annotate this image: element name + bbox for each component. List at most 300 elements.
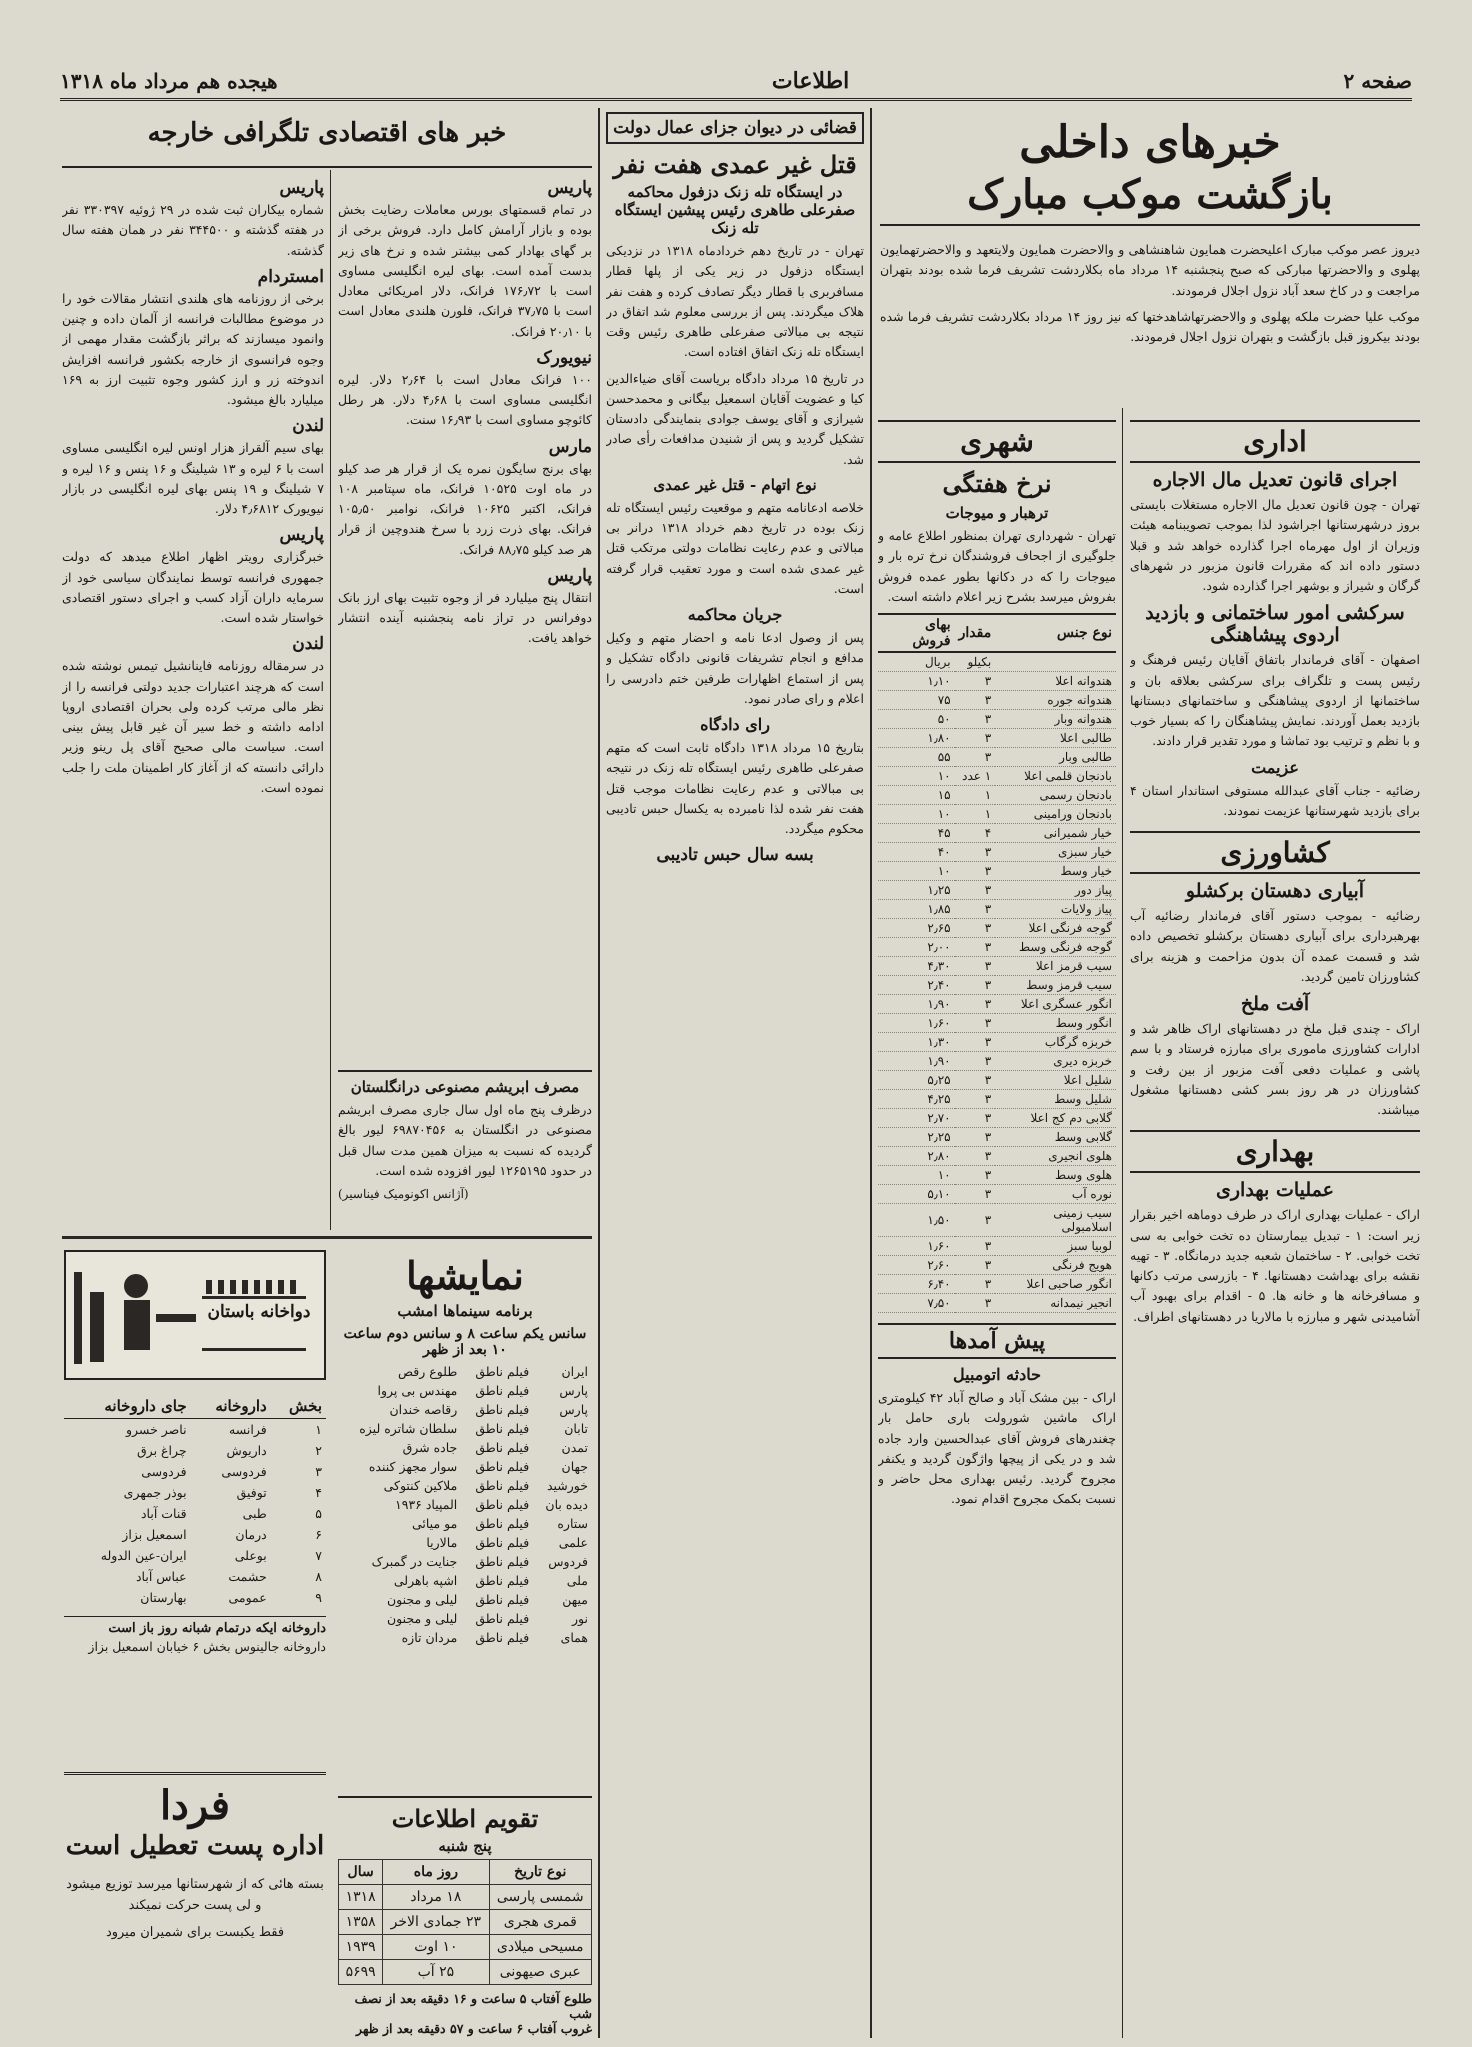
arrivals-body: اراک - بین مشک آباد و صالح آباد ۴۲ کیلومتری اراک ماشین شورولت باری حامل بار چغندرهای فروش آقای عبدالحسین وارد جاده شد و در یکی از پیچها واژگون گردید و یکنفر مجروح گردید. رئیس بهداری محل حاضر و نسبت بکمک مجروح اقدام نمود. — [878, 1390, 1116, 1507]
calendar-title: تقویم اطلاعات — [391, 1804, 539, 1833]
price-value: ۱٫۹۰ — [878, 1052, 955, 1071]
price-row — [878, 1128, 1116, 1147]
pharmacy-name: داریوش — [226, 1443, 267, 1458]
cinema-row — [338, 1571, 592, 1590]
price-qty: ۳ — [955, 1052, 996, 1071]
cinema-row — [338, 1609, 592, 1628]
post-office-notice — [64, 1772, 326, 2039]
price-row — [878, 1204, 1116, 1237]
price-qty: ۳ — [955, 1294, 996, 1313]
page-header — [60, 64, 1412, 101]
price-item: لوبیا سبز — [995, 1237, 1116, 1256]
price-qty: ۳ — [955, 1185, 996, 1204]
pharmacy-place: اسمعیل بزاز — [122, 1527, 187, 1542]
price-item: سیب قرمز وسط — [995, 976, 1116, 995]
cinema-name: نور — [572, 1610, 588, 1626]
cinema-row — [338, 1533, 592, 1552]
price-row — [878, 900, 1116, 919]
pharmacy-name: فردوسی — [221, 1464, 267, 1479]
decision-body: بتاریخ ۱۵ مرداد ۱۳۱۸ دادگاه ثابت است که متهم صفرعلی طاهری رئیس ایستگاه تله زنک در نتیجه بی مبالاتی و عدم رعایت نظامات موجب قتل هفت نفر شده لذا نامبرده به یکسال حبس تادیبی محکوم میگردد. — [606, 740, 864, 837]
cinema-type: فیلم ناطق — [475, 1496, 530, 1512]
price-value: ۱٫۲۵ — [878, 881, 955, 900]
price-item: هندوانه وبار — [995, 710, 1116, 729]
calendar-box — [338, 1796, 592, 2038]
price-qty: ۳ — [955, 995, 996, 1014]
price-item: شلیل اعلا — [995, 1071, 1116, 1090]
price-row — [878, 805, 1116, 824]
column-rule — [870, 108, 872, 2038]
price-value: ۵۰ — [878, 710, 955, 729]
sunrise: طلوع آفتاب ۵ ساعت و ۱۶ دقیقه بعد از نصف شب — [354, 1991, 592, 2022]
cinema-film: مالاریا — [426, 1534, 458, 1550]
pharmacy-district: ۹ — [315, 1590, 322, 1605]
paris-body: انتقال پنج میلیارد فر از وجوه تثبیت بهای ارز بانک دوفرانس در تراز نامه پنجشنبه آینده انتشار خواهد یافت. — [338, 589, 592, 646]
price-row — [878, 1109, 1116, 1128]
cinema-film: مردان تازه — [401, 1629, 458, 1645]
price-item: پیاز ولایات — [995, 900, 1116, 919]
pharm-col-district: بخش — [271, 1394, 326, 1419]
pharmacy-place: بوذر جمهری — [123, 1485, 187, 1500]
calendar-day: ۲۵ آب — [383, 1960, 489, 1985]
price-qty: ۳ — [955, 900, 996, 919]
calendar-row — [339, 1910, 592, 1935]
calendar-row — [339, 1885, 592, 1910]
price-value: ۱٫۳۰ — [878, 1033, 955, 1052]
cinema-name: جهان — [561, 1458, 588, 1474]
cinema-name: خورشید — [546, 1477, 588, 1493]
dateline-mars: مارس — [548, 436, 592, 457]
price-item: هویج فرنگی — [995, 1256, 1116, 1275]
pharmacy-table — [64, 1394, 326, 1608]
price-row — [878, 1014, 1116, 1033]
agri-section-head: کشاورزی — [1130, 831, 1420, 874]
notice-body-2: فقط یکبست برای شمیران میرود — [105, 1925, 285, 1941]
appoint-body: رضائیه - جناب آقای عبدالله مستوفی استاندار استان ۴ برای بازدید شهرستانها عزیمت نمودند. — [1130, 782, 1420, 818]
pharmacy-note-2: داروخانه جالینوس بخش ۶ خیابان اسمعیل بزاز — [88, 1639, 326, 1654]
health-body: اراک - عملیات بهداری اراک در طرف دوماهه اخیر بقرار زیر است: ۱ - تبدیل بیمارستان ده تخت خوابی به سی تخت خوابی. ۲ - ساختمان شعبه جدید درمانگاه. ۳ - تهیه نقشه برای بهداشت دهستانها. ۴ - بازرسی مرتب دکانها و مسافرخانه ها و خانه ها. ۵ - اقدام برای بهبود آب آشامیدنی شهر و مبارزه با مالاریا در دهستانهای اطراف. — [1130, 1207, 1420, 1324]
health-title: عملیات بهداری — [1216, 1179, 1334, 1202]
price-qty: ۳ — [955, 691, 996, 710]
agri-title: آبیاری دهستان برکشلو — [1185, 880, 1365, 902]
price-value: ۱٫۸۵ — [878, 900, 955, 919]
price-value: ۴۵ — [878, 824, 955, 843]
shows-times: سانس یکم ساعت ۸ و سانس دوم ساعت ۱۰ بعد از ظهر — [343, 1325, 587, 1358]
cinema-type: فیلم ناطق — [475, 1553, 530, 1569]
price-item: خیار شمیرانی — [995, 824, 1116, 843]
price-qty: ۳ — [955, 1033, 996, 1052]
price-row — [878, 1275, 1116, 1294]
calendar-type: شمسی پارسی — [489, 1885, 592, 1910]
cinema-type: فیلم ناطق — [475, 1534, 530, 1550]
prices-subtitle: ترهبار و میوجات — [945, 504, 1049, 522]
cinema-film: مو میائی — [411, 1515, 458, 1531]
price-item: خربزه دیری — [995, 1052, 1116, 1071]
cinema-name: همای — [560, 1629, 588, 1645]
price-item: سیب قرمز اعلا — [995, 957, 1116, 976]
price-item: خربزه گرگاب — [995, 1033, 1116, 1052]
price-value: ۲٫۷۰ — [878, 1109, 955, 1128]
price-qty: ۳ — [955, 1109, 996, 1128]
price-row — [878, 1090, 1116, 1109]
pharm-col-name: داروخانه — [191, 1394, 271, 1419]
pest-body: اراک - چندی قبل ملخ در دهستانهای اراک ظاهر شد و ادارات کشاورزی ماموری برای مبارزه فرستاد و با سم پاشی و عملیات دفعی آفت مزبور از بین رفت و کشاورزان در هر روز بسر کشی دهستانها مشغول میباشند. — [1130, 1021, 1420, 1117]
price-qty: ۳ — [955, 1237, 996, 1256]
cinema-film: جنایت در گمبرک — [371, 1553, 458, 1569]
cinema-listings — [338, 1250, 592, 1790]
cinema-film: سوار مجهز کننده — [368, 1458, 458, 1474]
cinema-row — [338, 1628, 592, 1647]
dateline-london: لندن — [292, 634, 324, 655]
issue-date: هیجده هم مرداد ماه ۱۳۱۸ — [60, 69, 278, 93]
cal-col-day: روز ماه — [383, 1860, 489, 1885]
calendar-type: عبری صیهونی — [489, 1960, 592, 1985]
amsterdam-body: برخی از روزنامه های هلندی انتشار مقالات خود را در موضوع مطالبات فرانسه از آلمان داده و چنین وانمود میسازند که براثر بازگشت مقدار مهمی از وجوه فرانسوی از خارجه بکشور فرانسه افزایش اندوخته زر و ارز کشور وجوه تثبیت ارز به ۱۶۹ میلیارد بالغ میشود. — [62, 290, 324, 407]
city-column — [878, 410, 1116, 2030]
price-item: گوجه فرنگی اعلا — [995, 919, 1116, 938]
price-value: ۶٫۴۰ — [878, 1275, 955, 1294]
cal-col-type: نوع تاریخ — [489, 1860, 592, 1885]
econ-header — [62, 112, 592, 168]
price-item: طالبی وبار — [995, 748, 1116, 767]
pharmacy-place: بهارستان — [140, 1590, 187, 1605]
price-qty: ۳ — [955, 1128, 996, 1147]
pharmacy-row — [64, 1524, 326, 1545]
cinema-name: ایران — [561, 1363, 588, 1379]
cinema-film: جاده شرق — [402, 1439, 458, 1455]
price-value: ۲٫۶۵ — [878, 919, 955, 938]
price-value: ۱۰ — [878, 1166, 955, 1185]
calendar-year: ۵۶۹۹ — [339, 1960, 383, 1985]
pharmacy-district: ۲ — [315, 1443, 322, 1458]
price-item: طالبی اعلا — [995, 729, 1116, 748]
pharmacy-row — [64, 1440, 326, 1461]
court-body: تهران - در تاریخ دهم خردادماه ۱۳۱۸ در نزدیکی ایستگاه دزفول در زیر یکی از پلها قطار مسافربری با قطار دیگر تصادف کرده و هفت نفر هلاک میگردند. پس از بررسی معلوم شد اتفاق در نتیجه بی مبالاتی صفرعلی طاهری رئیس وقت ایستگاه تله زنک اتفاق افتاده است. — [606, 243, 864, 360]
price-value: ۱٫۶۰ — [878, 1237, 955, 1256]
cinema-name: پارس — [559, 1382, 588, 1398]
price-item: بادنجان قلمی اعلا — [995, 767, 1116, 786]
pharmacy-district: ۵ — [315, 1506, 322, 1521]
health-section-head: بهداری — [1130, 1130, 1420, 1173]
price-row — [878, 824, 1116, 843]
price-qty: ۳ — [955, 1166, 996, 1185]
domestic-news-top — [880, 108, 1420, 408]
cinema-film: سلطان شاتره لیزه — [359, 1420, 458, 1436]
price-value: ۱۰ — [878, 805, 955, 824]
price-qty: ۳ — [955, 1071, 996, 1090]
cinema-name: دیده بان — [545, 1496, 588, 1512]
calendar-day: پنج شنبه — [438, 1837, 492, 1856]
price-unit: بریال — [878, 652, 955, 672]
admin-title: اجرای قانون تعدیل مال الاجاره — [1152, 469, 1398, 491]
price-qty: ۳ — [955, 862, 996, 881]
price-row — [878, 938, 1116, 957]
cinema-type: فیلم ناطق — [475, 1458, 530, 1474]
verdict-title: نوع اتهام - قتل غیر عمدی — [653, 475, 817, 494]
price-item: پیاز دور — [995, 881, 1116, 900]
dateline-amsterdam: امستردام — [257, 266, 324, 287]
pharmacy-row — [64, 1587, 326, 1608]
cinema-row — [338, 1514, 592, 1533]
mars-body: بهای برنج سایگون نمره یک از قرار هر صد کیلو در ماه اوت ۱۰۵۲۵ فرانک، ماه سپتامبر ۱۰۸ فرانک، اکتبر ۱۰۶۲۵ فرانک، نوامبر ۱۰۵٫۵۰ فرانک. بهای ذرت زرد با سرخ هندوچین از قرار هر صد کیلو ۸۸٫۷۵ فرانک. — [338, 460, 592, 557]
price-table — [878, 613, 1116, 1313]
silk-title: مصرف ابریشم مصنوعی درانگلستان — [350, 1078, 580, 1096]
dateline-paris: پاریس — [279, 525, 324, 546]
price-row — [878, 729, 1116, 748]
appoint-title: عزیمت — [1251, 757, 1299, 777]
sunset: غروب آفتاب ۶ ساعت و ۵۷ دقیقه بعد از ظهر — [356, 2021, 592, 2037]
lead-text-2: موکب علیا حضرت ملکه پهلوی و والاحضرتهاشاهدختها که نیز روز ۱۴ مرداد بکلاردشت تشریف فرما شده بودند بیکروز قبل بازگشت و بتهران نزول اجلال فرمودند. — [880, 308, 1420, 345]
price-value: ۱٫۵۰ — [878, 1204, 955, 1237]
arrivals-title: حادثه اتومبیل — [953, 1365, 1041, 1384]
pharmacy-district: ۱ — [315, 1422, 322, 1437]
price-item: انگور عسگری اعلا — [995, 995, 1116, 1014]
price-qty: ۳ — [955, 748, 996, 767]
price-row — [878, 786, 1116, 805]
pharmacy-place: قنات آباد — [140, 1506, 187, 1521]
pharmacy-place: چراغ برق — [136, 1443, 187, 1458]
court-header: قضائی در دیوان جزای عمال دولت — [606, 112, 864, 144]
paris-body: شماره بیکاران ثبت شده در ۲۹ ژوئیه ۳۳۰۳۹۷ نفر در هفته گذشته و ۳۴۴۵۰۰ نفر در همان هفته سال گذشته. — [62, 202, 324, 258]
cal-col-year: سال — [339, 1860, 383, 1885]
price-item: انگور وسط — [995, 1014, 1116, 1033]
cinema-name: میهن — [562, 1591, 588, 1607]
price-col-price: بهای فروش — [878, 614, 955, 652]
price-value: ۲٫۸۰ — [878, 1147, 955, 1166]
price-value: ۵٫۱۰ — [878, 1185, 955, 1204]
cinema-type: فیلم ناطق — [475, 1420, 530, 1436]
price-qty: ۳ — [955, 1090, 996, 1109]
court-title: قتل غیر عمدی هفت نفر — [613, 150, 857, 179]
price-item: خیار وسط — [995, 862, 1116, 881]
price-row — [878, 1256, 1116, 1275]
price-qty: ۱ عدد — [955, 767, 996, 786]
dateline-paris: پاریس — [279, 178, 324, 198]
pharmacy-row — [64, 1482, 326, 1503]
cinema-row — [338, 1552, 592, 1571]
price-row — [878, 672, 1116, 691]
price-row — [878, 1237, 1116, 1256]
cinema-name: ملی — [566, 1572, 588, 1588]
cinema-row — [338, 1362, 592, 1381]
price-item: گلابی دم کج اعلا — [995, 1109, 1116, 1128]
price-row — [878, 843, 1116, 862]
price-item: گلابی وسط — [995, 1128, 1116, 1147]
calendar-day: ۱۸ مرداد — [383, 1885, 489, 1910]
cinema-row — [338, 1419, 592, 1438]
price-row — [878, 1052, 1116, 1071]
pharm-col-place: جای داروخانه — [64, 1394, 191, 1419]
calendar-type: قمری هجری — [489, 1910, 592, 1935]
process-body: پس از وصول ادعا نامه و احضار متهم و وکیل مدافع و انجام تشریفات قانونی دادگاه تشکیل و پس از استماع اظهارات طرفین ختم دادرسی را اعلام و رای صادر نمود. — [606, 630, 864, 706]
cinema-row — [338, 1381, 592, 1400]
column-rule — [1122, 408, 1123, 2038]
price-row — [878, 748, 1116, 767]
price-qty: ۳ — [955, 976, 996, 995]
building-body: اصفهان - آقای فرماندار باتفاق آقایان رئیس فرهنگ و رئیس پست و تلگراف برای سرکشی بعلاقه بان و ساختمانها از اردوی پیشاهنگی و ساختمانهای دبستانها بازدید بعمل آوردند. نمایش پیشاهنگان را که بسیار خوب و با نظم و ترتیب بود تماشا و مورد تقدیر قرار دادند. — [1130, 652, 1420, 749]
cinema-type: فیلم ناطق — [475, 1439, 530, 1455]
price-row — [878, 1185, 1116, 1204]
price-row — [878, 710, 1116, 729]
admin-body: تهران - چون قانون تعدیل مال الاجاره مستغلات بایستی بروز درشهرستانها اجراشود لذا بموجب تصویبنامه هیئت وزیران از اول مهرماه اجرا گذارده خواهد شد و قبلا دستور داده اند که مقررات قانون مزبور در شهرهای گرگان و شیراز و بوشهر اجرا گذارده شود. — [1130, 497, 1420, 593]
price-value: ۱٫۱۰ — [878, 672, 955, 691]
pharmacy-name: بوعلی — [234, 1548, 267, 1563]
price-qty: ۳ — [955, 729, 996, 748]
price-row — [878, 1033, 1116, 1052]
calendar-year: ۱۹۳۹ — [339, 1935, 383, 1960]
price-qty: ۳ — [955, 1204, 996, 1237]
price-row — [878, 976, 1116, 995]
pharmacy-row — [64, 1461, 326, 1482]
cinema-film: طلوع رقص — [397, 1363, 458, 1379]
econ-col-right — [338, 172, 592, 1062]
cinema-name: تابان — [564, 1420, 588, 1436]
pharmacy-rows — [64, 1419, 326, 1609]
cinema-type: فیلم ناطق — [475, 1363, 530, 1379]
price-qty: ۱ — [955, 786, 996, 805]
agri-body: رضائیه - بموجب دستور آقای فرماندار رضائیه آب بهرهبرداری برای آبیاری دهستان برکشلو تخصیص داده شد و قسمت عمده آن بدون مزاحمت و هزینه برای کشاورزان تامین گردید. — [1130, 908, 1420, 984]
price-row — [878, 1166, 1116, 1185]
pharmacy-name: حشمت — [228, 1569, 267, 1584]
dateline-paris: پاریس — [547, 565, 592, 586]
notice-body: بسته هائی که از شهرستانها میرسد توزیع میشود و لی پست حرکت نمیکند — [66, 1877, 324, 1914]
section-title: خبرهای داخلی — [1019, 117, 1281, 168]
pharmacy-name: عمومی — [228, 1590, 267, 1605]
price-qty: ۴ — [955, 824, 996, 843]
econ-col-left — [62, 172, 324, 1222]
econ-title: خبر های اقتصادی تلگرافی خارجه — [147, 118, 507, 148]
price-value: ۱٫۸۰ — [878, 729, 955, 748]
pharmacy-name: طبی — [242, 1506, 267, 1521]
price-qty: ۳ — [955, 672, 996, 691]
process-title: جریان محاکمه — [687, 605, 783, 625]
price-row — [878, 691, 1116, 710]
price-item: سیب زمینی اسلامبولی — [995, 1204, 1116, 1237]
cinema-film: لیلی و مجنون — [386, 1591, 458, 1607]
calendar-row — [339, 1960, 592, 1985]
cinema-type: فیلم ناطق — [475, 1515, 530, 1531]
dateline-paris: پاریس — [547, 178, 592, 198]
cinema-type: فیلم ناطق — [475, 1591, 530, 1607]
notice-subtitle: اداره پست تعطیل است — [65, 1831, 325, 1861]
cinema-name: علمی — [558, 1534, 588, 1550]
price-row — [878, 1071, 1116, 1090]
pharmacy-name: توفیق — [236, 1485, 267, 1500]
price-item: انگور صاحبی اعلا — [995, 1275, 1116, 1294]
price-qty: ۳ — [955, 957, 996, 976]
pharmacy-ad — [64, 1250, 326, 1760]
cinema-film: ملاکین کنتوکی — [383, 1477, 458, 1493]
cinema-film: المپیاد ۱۹۳۶ — [395, 1496, 458, 1512]
pharmacy-row — [64, 1566, 326, 1587]
price-row — [878, 1294, 1116, 1313]
price-item: بادنجان رسمی — [995, 786, 1116, 805]
dateline-london: لندن — [292, 416, 324, 437]
pharmacy-district: ۶ — [315, 1527, 322, 1542]
price-item: هلوی انجیری — [995, 1147, 1116, 1166]
silk-body: درظرف پنج ماه اول سال جاری مصرف ابریشم مصنوعی در انگلستان به ۶۹۸۷۰۴۵۶ لیور بالغ گردیده که نسبت به میزان همین مدت سال قبل در حدود ۱۲۶۵۱۹۵ لیور افزوده شده است. — [338, 1102, 592, 1178]
page-number: صفحه ۲ — [1343, 69, 1412, 93]
price-qty: ۳ — [955, 1147, 996, 1166]
prices-intro: تهران - شهرداری تهران بمنظور اطلاع عامه و جلوگیری از اجحاف فروشندگان نرخ تره بار و میوجات را که در دکانها بطور عمده فروش بفروش میرسد بشرح زیر اعلام داشته است. — [878, 528, 1116, 604]
price-item: هندوانه جوره — [995, 691, 1116, 710]
pharmacy-district: ۸ — [315, 1569, 322, 1584]
pharmacy-name: درمان — [235, 1527, 267, 1542]
price-rows — [878, 672, 1116, 1313]
paper-name: اطلاعات — [771, 68, 850, 94]
price-unit: بکیلو — [955, 652, 996, 672]
price-value: ۱۰ — [878, 767, 955, 786]
city-section-head: شهری — [878, 420, 1116, 463]
price-qty: ۳ — [955, 919, 996, 938]
column-rule — [330, 170, 331, 1230]
calendar-day: ۱۰ اوت — [383, 1935, 489, 1960]
newyork-body: ۱۰۰ فرانک معادل است با ۲٫۶۴ دلار. لیره انگلیسی مساوی است با ۴٫۶۸ دلار. هر رطل کائوچو مساوی است با ۱۶٫۹۳ سنت. — [338, 371, 592, 428]
price-col-qty: مقدار — [955, 614, 996, 652]
price-row — [878, 957, 1116, 976]
price-item: گوجه فرنگی وسط — [995, 938, 1116, 957]
pharmacy-district: ۳ — [315, 1464, 322, 1479]
cinema-type: فیلم ناطق — [475, 1610, 530, 1626]
pharmacy-place: ناصر خسرو — [126, 1422, 187, 1437]
pharmacy-row — [64, 1545, 326, 1566]
price-value: ۱٫۹۰ — [878, 995, 955, 1014]
prices-title: نرخ هفتگی — [942, 469, 1052, 498]
paris-body: در تمام قسمتهای بورس معاملات رضایت بخش بوده و بازار آرامش کامل دارد. فروش برخی از بر گهای بهادار کمی بیشتر شده و نرخ های زیر بدست آمده است. بهای لیره انگلیسی مساوی است با ۱۷۶٫۷۲ فرانک، دلار امریکائی معادل است با ۳۷٫۷۵ فرانک، فلورن هلندی معادل است با ۲۰٫۱۰ فرانک. — [338, 202, 592, 339]
pharmacy-name: فرانسه — [229, 1422, 267, 1437]
pharmacy-row — [64, 1419, 326, 1441]
headline: بازگشت موکب مبارک — [880, 174, 1420, 226]
london-body: بهای سیم آلقراز هزار اونس لیره انگلیسی مساوی است با ۶ لیره و ۱۳ شیلینگ و ۱۶ پنس و ۱۶ لیره و ۷ شیلینگ و ۱۹ پنس بهای لیره انگلیسی در بازار نیویورک ۴٫۶۸۱۲ دلار. — [62, 440, 324, 516]
court-subtitle: در ایستگاه تله زنک دزفول محاکمه صفرعلی طاهری رئیس پیشین ایستگاه تله زنک — [614, 183, 856, 238]
price-value: ۲٫۴۰ — [878, 976, 955, 995]
cinema-table — [338, 1362, 592, 1647]
admin-section-head: اداری — [1130, 420, 1420, 463]
cinema-film: اشپه باهرلی — [393, 1572, 458, 1588]
calendar-type: مسیحی میلادی — [489, 1935, 592, 1960]
price-item: نوره آب — [995, 1185, 1116, 1204]
price-qty: ۱ — [955, 805, 996, 824]
price-value: ۱۰ — [878, 862, 955, 881]
price-value: ۲٫۰۰ — [878, 938, 955, 957]
price-row — [878, 862, 1116, 881]
price-value: ۱٫۶۰ — [878, 1014, 955, 1033]
price-unit — [995, 652, 1116, 672]
cinema-film: مهندس بی پروا — [377, 1382, 458, 1398]
notice-title: فردا — [159, 1782, 231, 1829]
price-value: ۴٫۳۰ — [878, 957, 955, 976]
price-qty: ۳ — [955, 1275, 996, 1294]
price-item: شلیل وسط — [995, 1090, 1116, 1109]
cinema-name: تمدن — [561, 1439, 588, 1455]
price-value: ۴٫۲۵ — [878, 1090, 955, 1109]
cinema-name: پارس — [559, 1401, 588, 1417]
price-value: ۷۵ — [878, 691, 955, 710]
pharmacy-row — [64, 1503, 326, 1524]
price-qty: ۳ — [955, 710, 996, 729]
court-column — [606, 112, 864, 2032]
cinema-type: فیلم ناطق — [475, 1572, 530, 1588]
price-value: ۱۵ — [878, 786, 955, 805]
cinema-row — [338, 1495, 592, 1514]
price-item: هندوانه اعلا — [995, 672, 1116, 691]
pharmacy-brand: دواخانه باستان — [207, 1302, 311, 1322]
silk-article — [338, 1070, 592, 1232]
calendar-table — [338, 1859, 592, 1985]
price-value: ۷٫۵۰ — [878, 1294, 955, 1313]
london-body: در سرمقاله روزنامه فاینانشیل تیمس نوشته شده است که هرچند اعتبارات جدید دولتی فرانسه را از نظر مالی مرتب کرده ولی بحران اقتصادی اروپا ادامه داشته و خط سیر آن غیر قابل پیش بینی است. سیاست مالی صحیح آقای پل رینو وزیر دارائی دانسته که از آغاز کار اطمینان ملت را جلب نموده است. — [62, 658, 324, 795]
sentence: بسه سال حبس تادیبی — [656, 845, 814, 866]
calendar-year: ۱۳۱۸ — [339, 1885, 383, 1910]
